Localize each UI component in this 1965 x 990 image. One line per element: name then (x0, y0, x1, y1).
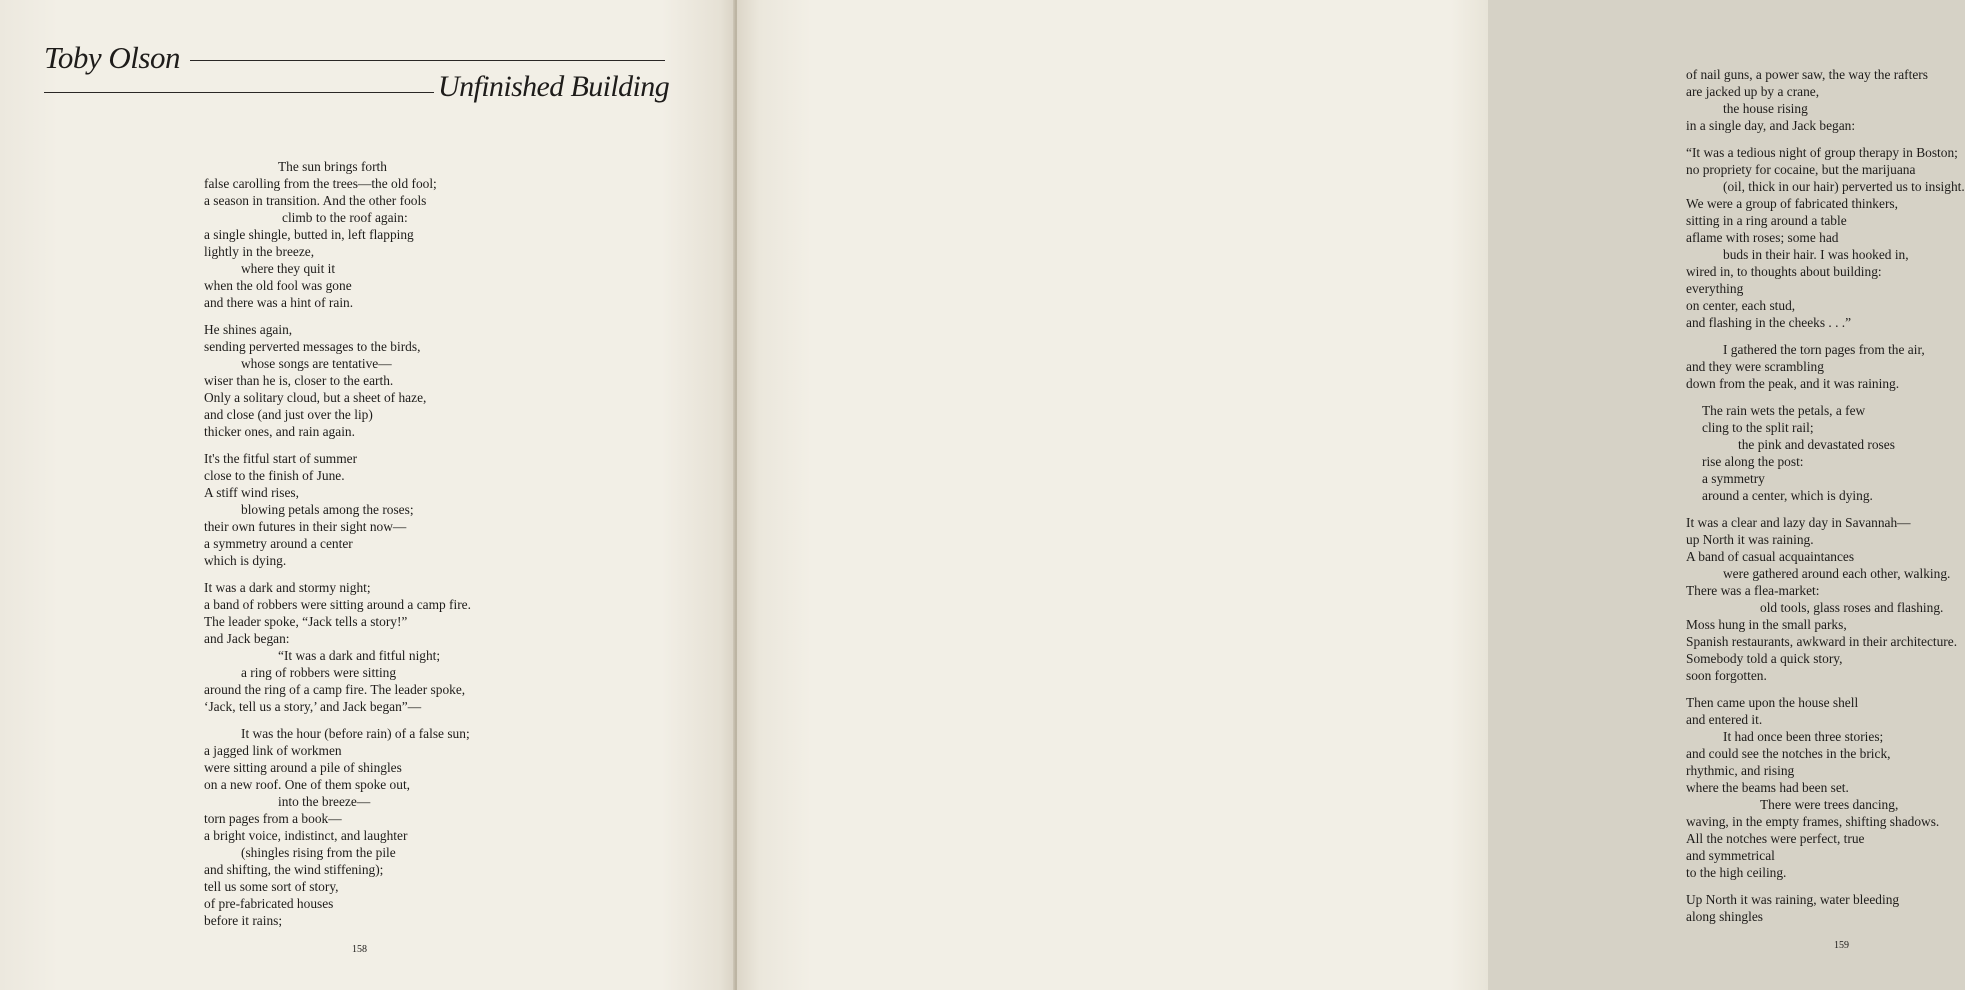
poem-line: A band of casual acquaintances (1686, 549, 1855, 564)
poem-line: are jacked up by a crane, (1686, 84, 1820, 99)
poem-line: It was a dark and stormy night; (204, 580, 371, 595)
poem-line: a bright voice, indistinct, and laughter (204, 828, 408, 843)
poem-line: Only a solitary cloud, but a sheet of haze, (204, 390, 427, 405)
poem-line: a ring of robbers were sitting (241, 665, 397, 680)
poem-line: along shingles (1686, 909, 1763, 924)
poem-line: cling to the split rail; (1702, 420, 1814, 435)
poem-line: were gathered around each other, walking. (1723, 566, 1951, 581)
poem-line: on a new roof. One of them spoke out, (204, 777, 411, 792)
poem-line: Spanish restaurants, awkward in their architecture. (1686, 634, 1958, 649)
poem-line: Then came upon the house shell (1686, 695, 1859, 710)
page-number-left: 158 (352, 944, 367, 955)
poem-line: and they were scrambling (1686, 359, 1824, 374)
stanza-break (204, 440, 471, 450)
poem-line: in a single day, and Jack began: (1686, 118, 1856, 133)
poem-line: and symmetrical (1686, 848, 1775, 863)
poem-line: blowing petals among the roses; (241, 502, 414, 517)
page-number-right: 159 (1834, 940, 1849, 951)
poem-line: old tools, glass roses and flashing. (1760, 600, 1944, 615)
poem-line: We were a group of fabricated thinkers, (1686, 196, 1898, 211)
poem-line: when the old fool was gone (204, 278, 352, 293)
poem-line: (oil, thick in our hair) perverted us to insight. (1723, 179, 1965, 194)
poem-line: on center, each stud, (1686, 298, 1796, 313)
poem-line: Moss hung in the small parks, (1686, 617, 1847, 632)
poem-line: up North it was raining. (1686, 532, 1814, 547)
poem-line: whose songs are tentative— (241, 356, 392, 371)
stanza-break (1686, 331, 1965, 341)
poem-line: Up North it was raining, water bleeding (1686, 892, 1900, 907)
poem-line: before it rains; (204, 913, 283, 928)
poem-line: He shines again, (204, 322, 293, 337)
poem-line: a band of robbers were sitting around a camp fire. (204, 597, 471, 612)
poem-line: The sun brings forth (278, 159, 387, 174)
poem-line: A stiff wind rises, (204, 485, 299, 500)
poem-line: the pink and devastated roses (1738, 437, 1895, 452)
poem-line: no propriety for cocaine, but the marijuana (1686, 162, 1916, 177)
poem-line: ‘Jack, tell us a story,’ and Jack began”— (204, 699, 422, 714)
poem-line: where they quit it (241, 261, 336, 276)
poem-line: which is dying. (204, 553, 287, 568)
poem-line: It's the fitful start of summer (204, 451, 358, 466)
stanza-break (204, 715, 471, 725)
stanza-break (1686, 134, 1965, 144)
poem-line: torn pages from a book— (204, 811, 342, 826)
poem-line: around a center, which is dying. (1702, 488, 1873, 503)
poem-line: waving, in the empty frames, shifting shadows. (1686, 814, 1940, 829)
poem-line: a jagged link of workmen (204, 743, 342, 758)
poem-line: of nail guns, a power saw, the way the rafters (1686, 67, 1928, 82)
poem-line: were sitting around a pile of shingles (204, 760, 402, 775)
poem-line: “It was a dark and fitful night; (278, 648, 441, 663)
poem-line: and shifting, the wind stiffening); (204, 862, 384, 877)
poem-line: and there was a hint of rain. (204, 295, 354, 310)
poem-line: of pre-fabricated houses (204, 896, 334, 911)
poem-line: It was the hour (before rain) of a false sun; (241, 726, 470, 741)
poem-line: All the notches were perfect, true (1686, 831, 1865, 846)
poem-line: the house rising (1723, 101, 1808, 116)
poem-line: aflame with roses; some had (1686, 230, 1839, 245)
poem-line: sitting in a ring around a table (1686, 213, 1847, 228)
poem-line: The leader spoke, “Jack tells a story!” (204, 614, 408, 629)
poem-line: into the breeze— (278, 794, 371, 809)
poem-line: a symmetry (1702, 471, 1765, 486)
poem-line: a single shingle, butted in, left flapping (204, 227, 414, 242)
right-page (737, 0, 1965, 990)
poem-line: thicker ones, and rain again. (204, 424, 355, 439)
poem-line: and flashing in the cheeks . . .” (1686, 315, 1852, 330)
poem-line: and entered it. (1686, 712, 1763, 727)
poem-line: a season in transition. And the other fools (204, 193, 427, 208)
poem-line: and close (and just over the lip) (204, 407, 373, 422)
poem-line: to the high ceiling. (1686, 865, 1787, 880)
stanza-break (1686, 504, 1965, 514)
poem-text-left (204, 158, 471, 929)
poem-line: down from the peak, and it was raining. (1686, 376, 1900, 391)
poem-line: climb to the roof again: (282, 210, 408, 225)
poem-line: around the ring of a camp fire. The leader spoke, (204, 682, 466, 697)
poem-line: lightly in the breeze, (204, 244, 315, 259)
poem-line: soon forgotten. (1686, 668, 1767, 683)
stanza-break (1686, 881, 1965, 891)
header-rule-bottom (44, 92, 434, 93)
stanza-break (1686, 392, 1965, 402)
poem-title: Unfinished Building (438, 70, 670, 103)
poem-line: There was a flea-market: (1686, 583, 1820, 598)
poem-line: wiser than he is, closer to the earth. (204, 373, 394, 388)
poem-line: rise along the post: (1702, 454, 1804, 469)
poem-text-right (1686, 66, 1965, 925)
left-page (0, 0, 735, 990)
stanza-break (204, 311, 471, 321)
stanza-break (204, 569, 471, 579)
author-name: Toby Olson (44, 40, 180, 75)
poem-line: (shingles rising from the pile (241, 845, 396, 860)
poem-line: their own futures in their sight now— (204, 519, 407, 534)
poem-line: and could see the notches in the brick, (1686, 746, 1891, 761)
poem-line: buds in their hair. I was hooked in, (1723, 247, 1909, 262)
poem-line: There were trees dancing, (1760, 797, 1899, 812)
poem-line: rhythmic, and rising (1686, 763, 1795, 778)
poem-line: a symmetry around a center (204, 536, 353, 551)
poem-line: Somebody told a quick story, (1686, 651, 1843, 666)
poem-line: false carolling from the trees—the old fool; (204, 176, 437, 191)
stanza-break (1686, 684, 1965, 694)
poem-line: tell us some sort of story, (204, 879, 339, 894)
poem-line: I gathered the torn pages from the air, (1723, 342, 1925, 357)
poem-line: and Jack began: (204, 631, 290, 646)
poem-line: close to the finish of June. (204, 468, 345, 483)
poem-line: wired in, to thoughts about building: (1686, 264, 1882, 279)
poem-line: It had once been three stories; (1723, 729, 1884, 744)
poem-line: “It was a tedious night of group therapy in Boston; (1686, 145, 1958, 160)
poem-line: where the beams had been set. (1686, 780, 1849, 795)
poem-line: sending perverted messages to the birds, (204, 339, 421, 354)
poem-line: It was a clear and lazy day in Savannah— (1686, 515, 1911, 530)
poem-line: The rain wets the petals, a few (1702, 403, 1866, 418)
header-rule-top (190, 60, 665, 61)
poem-line: everything (1686, 281, 1744, 296)
